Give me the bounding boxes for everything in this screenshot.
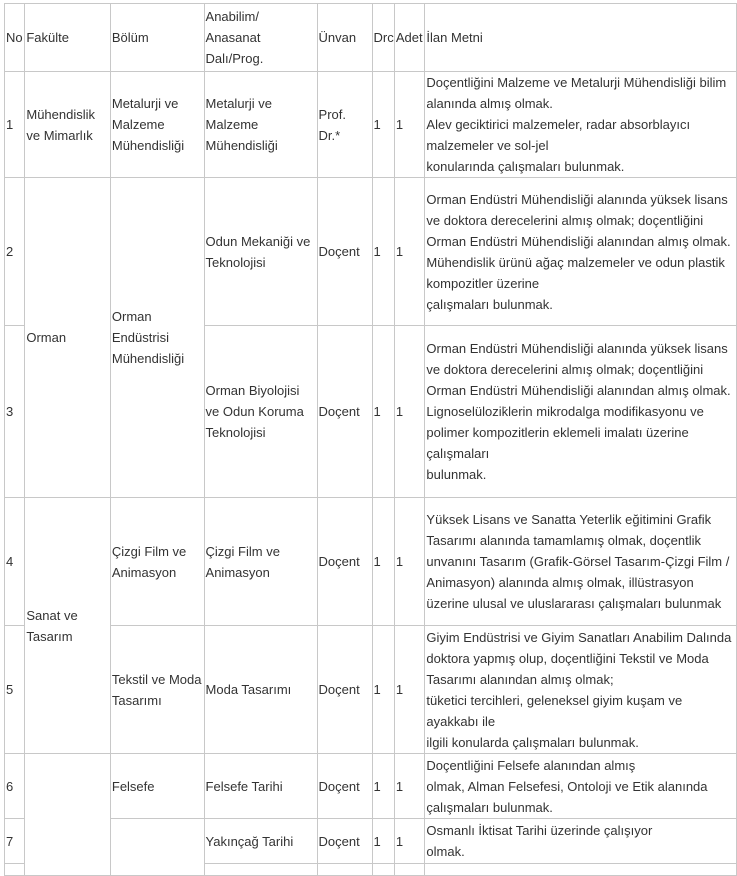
cell-anabilim: Metalurji ve Malzeme Mühendisliği: [204, 72, 317, 178]
cell-no: 1: [5, 72, 25, 178]
cell-unvan: Doçent: [317, 498, 372, 626]
cell-empty: [394, 864, 425, 876]
table-row: [5, 754, 737, 819]
cell-ilan-metni: [425, 819, 737, 864]
cell-ilan-metni: [425, 626, 737, 754]
cell-no: 3: [5, 326, 25, 498]
cell-anabilim: Odun Mekaniği ve Teknolojisi: [204, 178, 317, 326]
cell-empty: [317, 864, 372, 876]
cell-ilan-metni: [425, 178, 737, 326]
cell-ilan-metni: [425, 72, 737, 178]
ilan-line: çalışmaları bulunmak.: [426, 296, 553, 312]
table-row: [5, 626, 737, 754]
header-ilan-metni: İlan Metni: [425, 4, 737, 72]
header-bolum: Bölüm: [110, 4, 204, 72]
cell-adet: 1: [394, 326, 425, 498]
cell-anabilim: Felsefe Tarihi: [204, 754, 317, 819]
ilan-line: olmak.: [426, 844, 465, 859]
header-drc: Drc: [372, 4, 394, 72]
table-row: [5, 72, 737, 178]
cell-bolum: Çizgi Film ve Animasyon: [110, 498, 204, 626]
table-header-row: [5, 4, 737, 72]
header-fakulte: Fakülte: [25, 4, 111, 72]
ilan-line: olmak, Alman Felsefesi, Ontoloji ve Etik alanında çalışmaları bulunmak.: [426, 778, 708, 815]
cell-empty: [425, 864, 737, 876]
cell-anabilim: Çizgi Film ve Animasyon: [204, 498, 317, 626]
header-anabilim: [204, 4, 317, 72]
cell-empty: [372, 864, 394, 876]
cell-adet: 1: [394, 754, 425, 819]
ilan-table: [4, 3, 737, 876]
cell-adet: 1: [394, 72, 425, 178]
ilan-line: bulunmak.: [426, 467, 487, 482]
cell-unvan: Prof. Dr.*: [317, 72, 372, 178]
cell-drc: 1: [372, 178, 394, 326]
header-no: No: [5, 4, 25, 72]
cell-no: 4: [5, 498, 25, 626]
ilan-line: Lignoselülozik̇lerin mikrodalga modifikasyonu ve polimer kompozitlerin eklemeli imalatı üzerine çalışmaları: [426, 404, 704, 461]
cell-no: 6: [5, 754, 25, 819]
cell-no: 7: [5, 819, 25, 864]
ilan-line: Mühendislik ürünü ağaç malzemeler ve odun plastik kompozitler üzerine: [426, 254, 725, 291]
cell-bolum: Felsefe: [110, 754, 204, 819]
cell-anabilim: Orman Biyolojisi ve Odun Koruma Teknolojisi: [204, 326, 317, 498]
ilan-line: Alev geciktirici malzemeler, radar absorblayıcı malzemeler ve sol-jel: [426, 117, 691, 153]
table-row: [5, 819, 737, 864]
cell-unvan: Doçent: [317, 819, 372, 864]
cell-adet: 1: [394, 178, 425, 326]
ilan-line: Doçentliğini Felsefe alanından almış: [426, 757, 636, 773]
cell-ilan-metni: [425, 754, 737, 819]
cell-fakulte: Orman: [25, 178, 111, 498]
cell-drc: 1: [372, 72, 394, 178]
cell-empty: [5, 864, 25, 876]
ilan-line: Orman Endüstri Mühendisliği alanında yüksek lisans ve doktora derecelerini almış olmak; doçentliğini Orman Endüstri Mühendisliği alanından almış olmak.: [426, 341, 731, 398]
ilan-line: Osmanlı İktisat Tarihi üzerinde çalışıyor: [426, 823, 653, 838]
cell-fakulte: Mühendislik ve Mimarlık: [25, 72, 111, 178]
cell-drc: 1: [372, 626, 394, 754]
ilan-line: ilgili konularda çalışmaları bulunmak.: [426, 734, 639, 750]
ilan-line: konularında çalışmaları bulunmak.: [426, 159, 625, 174]
cell-no: 2: [5, 178, 25, 326]
cell-drc: 1: [372, 819, 394, 864]
header-adet: Adet: [394, 4, 425, 72]
ilan-line: tüketici tercihleri, geleneksel giyim kuşam ve ayakkabı ile: [426, 692, 683, 729]
cell-ilan-metni: [425, 326, 737, 498]
cell-bolum: Tekstil ve Moda Tasarımı: [110, 626, 204, 754]
cell-unvan: Doçent: [317, 754, 372, 819]
table-row: [5, 178, 737, 326]
cell-empty: [204, 864, 317, 876]
cell-anabilim: Moda Tasarımı: [204, 626, 317, 754]
ilan-line: Doçentliğini Malzeme ve Metalurji Mühendisliği bilim alanında almış olmak.: [426, 75, 727, 111]
header-anabilim-line: Anabilim/: [205, 9, 259, 24]
cell-ilan-metni: [425, 498, 737, 626]
cell-bolum: Metalurji ve Malzeme Mühendisliği: [110, 72, 204, 178]
cell-adet: 1: [394, 819, 425, 864]
cell-no: 5: [5, 626, 25, 754]
cell-unvan: Doçent: [317, 178, 372, 326]
cell-drc: 1: [372, 498, 394, 626]
ilan-line: Giyim Endüstrisi ve Giyim Sanatları Anabilim Dalında doktora yapmış olup, doçentliğini Tekstil ve Moda Tasarımı alanından almış olmak;: [426, 629, 732, 687]
table-row: [5, 498, 737, 626]
cell-drc: 1: [372, 326, 394, 498]
header-unvan: Ünvan: [317, 4, 372, 72]
cell-anabilim: Yakınçağ Tarihi: [204, 819, 317, 864]
header-anabilim-line: Dalı/Prog.: [205, 51, 264, 66]
cell-adet: 1: [394, 626, 425, 754]
cell-unvan: Doçent: [317, 326, 372, 498]
cell-unvan: Doçent: [317, 626, 372, 754]
header-anabilim-line: Anasanat: [205, 30, 261, 45]
ilan-line: Orman Endüstri Mühendisliği alanında yüksek lisans ve doktora derecelerini almış olmak; doçentliğini Orman Endüstri Mühendisliği alanından almış olmak.: [426, 191, 731, 249]
cell-adet: 1: [394, 498, 425, 626]
cell-bolum-empty: [110, 819, 204, 876]
cell-bolum: Orman Endüstrisi Mühendisliği: [110, 178, 204, 498]
cell-drc: 1: [372, 754, 394, 819]
cell-fakulte: Sanat ve Tasarım: [25, 498, 111, 754]
ilan-line: Yüksek Lisans ve Sanatta Yeterlik eğitimini Grafik Tasarımı alanında tamamlamış olmak, doçentlik unvanını Tasarım (Grafik-Görsel Tasarım-Çizgi Film / Animasyon) alanında almış olmak, illüstrasyon üzerine ulusal ve uluslararası çalışmaları bulunmak: [426, 512, 730, 611]
cell-fakulte-empty: [25, 754, 111, 876]
